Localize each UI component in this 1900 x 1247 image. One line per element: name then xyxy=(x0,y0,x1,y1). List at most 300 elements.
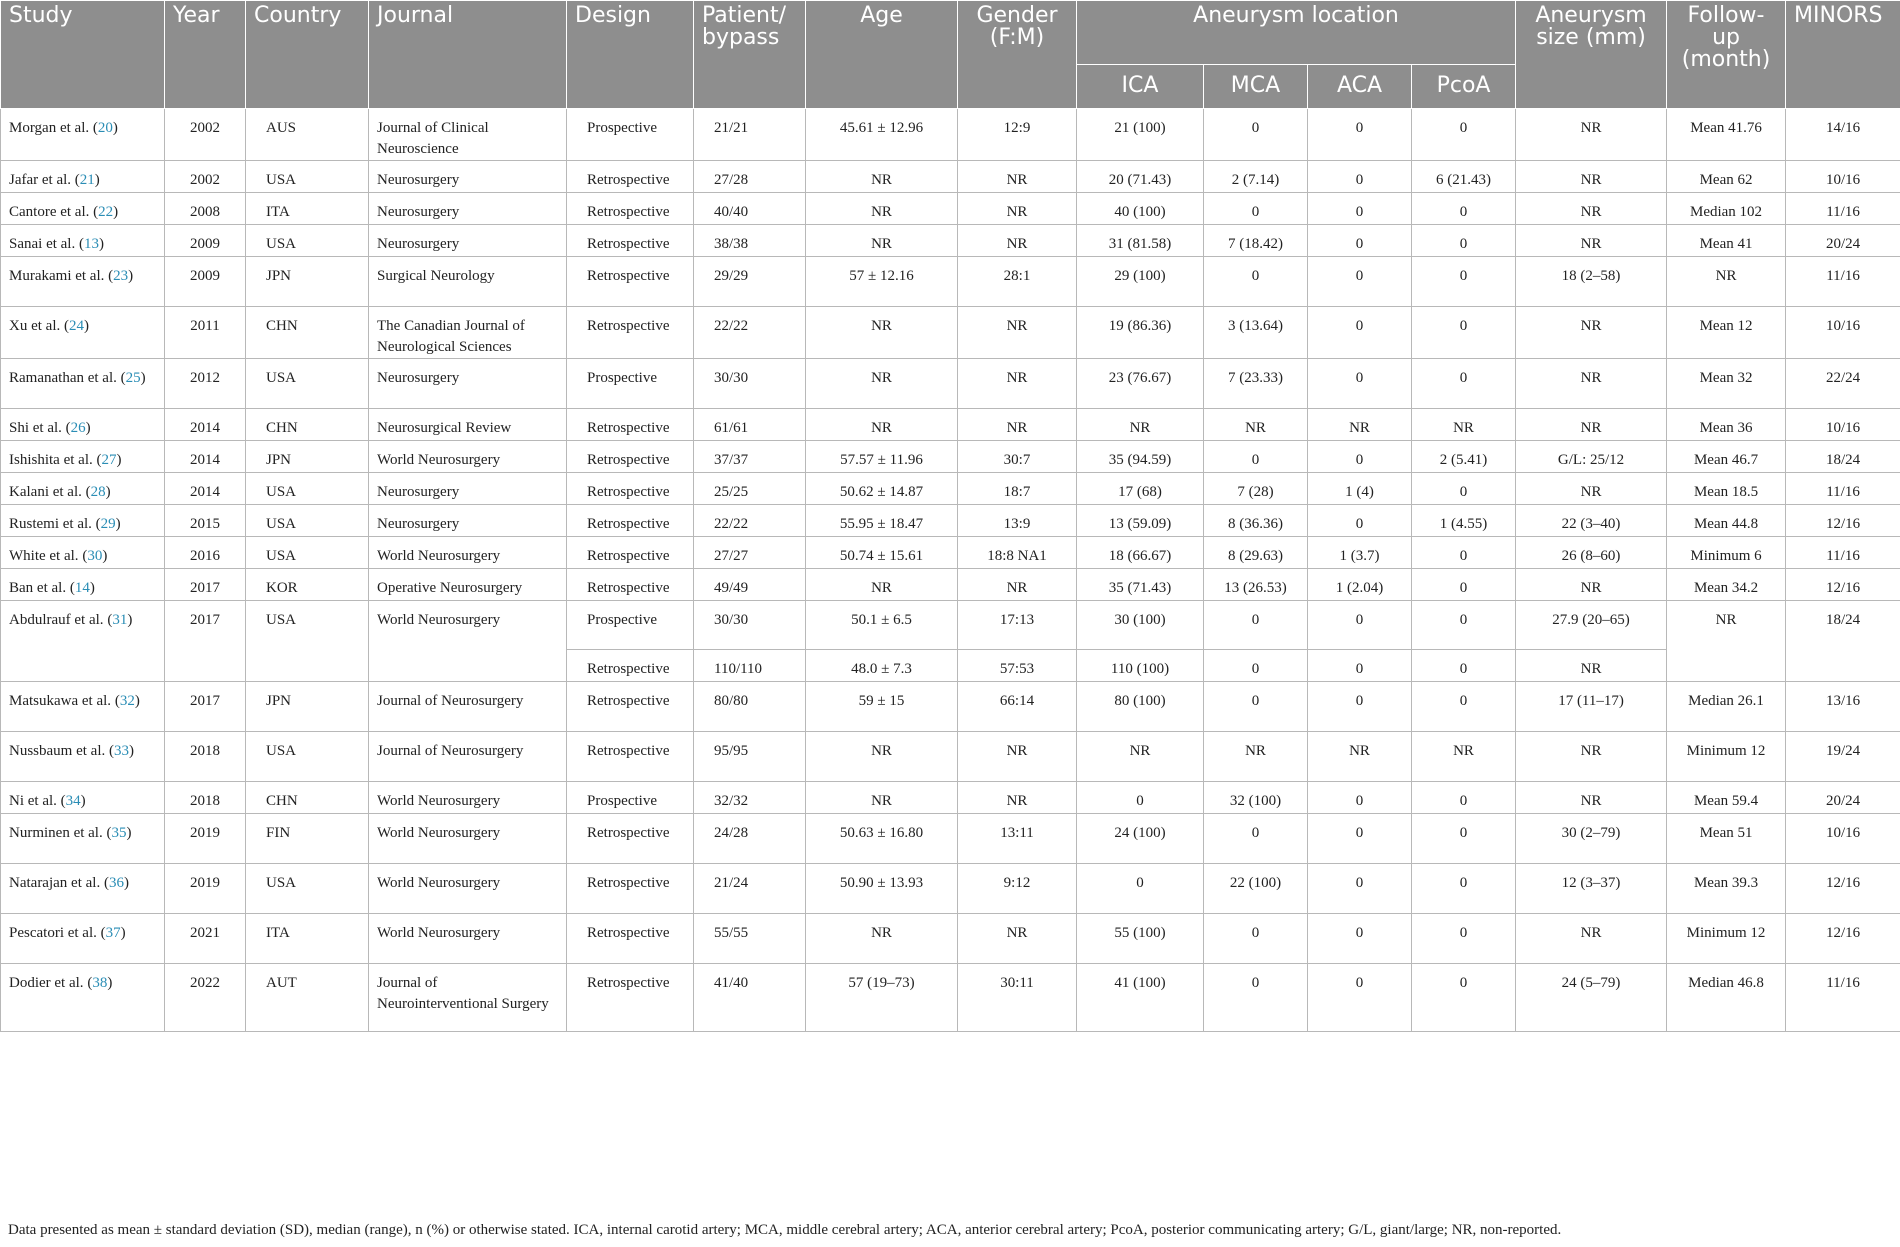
cell-minors: 10/16 xyxy=(1786,814,1900,864)
cell-minors: 22/24 xyxy=(1786,359,1900,409)
cell-design: Retrospective xyxy=(567,964,694,1032)
cell-aca: 0 xyxy=(1308,814,1412,864)
table-row xyxy=(1,782,1900,814)
cell-minors: 14/16 xyxy=(1786,109,1900,161)
cell-aneurysm-size: NR xyxy=(1516,473,1667,505)
reference-link[interactable]: 37 xyxy=(105,925,121,941)
cell-aca: 1 (2.04) xyxy=(1308,569,1412,601)
cell-patient-bypass: 61/61 xyxy=(694,409,806,441)
cell-year: 2002 xyxy=(165,161,246,193)
reference-link[interactable]: 28 xyxy=(90,484,106,500)
reference-link[interactable]: 32 xyxy=(119,693,135,709)
header-aca: ACA xyxy=(1308,65,1412,109)
header-study: Study xyxy=(1,1,165,109)
cell-patient-bypass: 29/29 xyxy=(694,257,806,307)
reference-link[interactable]: 26 xyxy=(70,420,86,436)
cell-journal: Neurosurgery xyxy=(369,193,567,225)
study-author: Shi et al. xyxy=(9,420,62,436)
cell-patient-bypass: 110/110 xyxy=(694,650,806,682)
cell-pcoa: 0 xyxy=(1412,307,1516,359)
reference-link[interactable]: 33 xyxy=(113,743,129,759)
cell-patient-bypass: 80/80 xyxy=(694,682,806,732)
cell-follow-up: Mean 46.7 xyxy=(1667,441,1786,473)
cell-minors: 20/24 xyxy=(1786,782,1900,814)
header-design: Design xyxy=(567,1,694,109)
cell-country: CHN xyxy=(246,409,369,441)
cell-gender: 30:7 xyxy=(958,441,1077,473)
cell-country: JPN xyxy=(246,441,369,473)
cell-study: Nurminen et al. (35) xyxy=(1,814,165,864)
cell-ica: 0 xyxy=(1077,782,1204,814)
cell-study: Matsukawa et al. (32) xyxy=(1,682,165,732)
study-author: Nussbaum et al. xyxy=(9,743,106,759)
cell-country: USA xyxy=(246,732,369,782)
reference-link[interactable]: 38 xyxy=(92,975,108,991)
cell-year: 2002 xyxy=(165,109,246,161)
table-row xyxy=(1,409,1900,441)
cell-country: USA xyxy=(246,161,369,193)
cell-pcoa: 0 xyxy=(1412,257,1516,307)
reference-link[interactable]: 23 xyxy=(113,268,129,284)
cell-minors: 12/16 xyxy=(1786,505,1900,537)
cell-minors: 10/16 xyxy=(1786,409,1900,441)
cell-aca: 0 xyxy=(1308,441,1412,473)
cell-ica: 110 (100) xyxy=(1077,650,1204,682)
cell-aneurysm-size: NR xyxy=(1516,650,1667,682)
study-author: Xu et al. xyxy=(9,318,61,334)
cell-aca: 0 xyxy=(1308,109,1412,161)
reference-link[interactable]: 25 xyxy=(125,370,141,386)
cell-mca: 7 (23.33) xyxy=(1204,359,1308,409)
cell-minors: 11/16 xyxy=(1786,193,1900,225)
cell-follow-up: Median 26.1 xyxy=(1667,682,1786,732)
cell-pcoa: 0 xyxy=(1412,601,1516,650)
table-row xyxy=(1,109,1900,161)
cell-year: 2017 xyxy=(165,569,246,601)
cell-mca: 22 (100) xyxy=(1204,864,1308,914)
cell-year: 2019 xyxy=(165,814,246,864)
cell-minors: 19/24 xyxy=(1786,732,1900,782)
cell-journal: Neurosurgery xyxy=(369,161,567,193)
cell-follow-up: NR xyxy=(1667,601,1786,682)
study-author: Rustemi et al. xyxy=(9,516,92,532)
study-author: White et al. xyxy=(9,548,79,564)
reference-link[interactable]: 21 xyxy=(79,172,95,188)
cell-aneurysm-size: 22 (3–40) xyxy=(1516,505,1667,537)
cell-age: 45.61 ± 12.96 xyxy=(806,109,958,161)
cell-year: 2014 xyxy=(165,441,246,473)
cell-aneurysm-size: NR xyxy=(1516,732,1667,782)
cell-mca: 0 xyxy=(1204,650,1308,682)
cell-patient-bypass: 32/32 xyxy=(694,782,806,814)
cell-aca: 0 xyxy=(1308,225,1412,257)
header-country: Country xyxy=(246,1,369,109)
cell-age: NR xyxy=(806,732,958,782)
cell-ica: 23 (76.67) xyxy=(1077,359,1204,409)
cell-country: USA xyxy=(246,537,369,569)
cell-follow-up: Mean 34.2 xyxy=(1667,569,1786,601)
reference-link[interactable]: 29 xyxy=(100,516,116,532)
cell-design: Prospective xyxy=(567,782,694,814)
table-row xyxy=(1,307,1900,359)
cell-aca: 0 xyxy=(1308,257,1412,307)
cell-minors: 10/16 xyxy=(1786,307,1900,359)
cell-minors: 12/16 xyxy=(1786,864,1900,914)
header-gender: Gender (F:M) xyxy=(958,1,1077,109)
cell-journal: Operative Neurosurgery xyxy=(369,569,567,601)
cell-follow-up: Median 102 xyxy=(1667,193,1786,225)
cell-aca: 0 xyxy=(1308,505,1412,537)
study-author: Murakami et al. xyxy=(9,268,105,284)
cell-ica: 40 (100) xyxy=(1077,193,1204,225)
cell-design: Prospective xyxy=(567,109,694,161)
cell-country: CHN xyxy=(246,307,369,359)
cell-mca: 0 xyxy=(1204,964,1308,1032)
cell-country: USA xyxy=(246,864,369,914)
cell-minors: 12/16 xyxy=(1786,569,1900,601)
table-row xyxy=(1,537,1900,569)
cell-ica: 35 (71.43) xyxy=(1077,569,1204,601)
cell-gender: 17:13 xyxy=(958,601,1077,650)
cell-gender: 18:8 NA1 xyxy=(958,537,1077,569)
table-row xyxy=(1,569,1900,601)
cell-age: NR xyxy=(806,161,958,193)
cell-aneurysm-size: NR xyxy=(1516,782,1667,814)
cell-patient-bypass: 27/27 xyxy=(694,537,806,569)
cell-aneurysm-size: 30 (2–79) xyxy=(1516,814,1667,864)
cell-year: 2017 xyxy=(165,601,246,682)
cell-ica: 24 (100) xyxy=(1077,814,1204,864)
cell-age: NR xyxy=(806,225,958,257)
cell-follow-up: Mean 59.4 xyxy=(1667,782,1786,814)
cell-patient-bypass: 40/40 xyxy=(694,193,806,225)
cell-follow-up: Mean 39.3 xyxy=(1667,864,1786,914)
cell-aca: 0 xyxy=(1308,601,1412,650)
cell-journal: Neurosurgery xyxy=(369,505,567,537)
study-author: Matsukawa et al. xyxy=(9,693,112,709)
header-patient-bypass: Patient/ bypass xyxy=(694,1,806,109)
cell-mca: 0 xyxy=(1204,914,1308,964)
cell-follow-up: Mean 18.5 xyxy=(1667,473,1786,505)
cell-aneurysm-size: NR xyxy=(1516,409,1667,441)
cell-follow-up: Mean 36 xyxy=(1667,409,1786,441)
study-author: Cantore et al. xyxy=(9,204,90,220)
cell-ica: 13 (59.09) xyxy=(1077,505,1204,537)
cell-pcoa: 0 xyxy=(1412,814,1516,864)
cell-journal: Neurosurgical Review xyxy=(369,409,567,441)
cell-mca: 7 (18.42) xyxy=(1204,225,1308,257)
header-ica: ICA xyxy=(1077,65,1204,109)
cell-aca: 0 xyxy=(1308,682,1412,732)
cell-study: Ishishita et al. (27) xyxy=(1,441,165,473)
cell-journal: The Canadian Journal of Neurological Sciences xyxy=(369,307,567,359)
cell-journal: Journal of Neurointerventional Surgery xyxy=(369,964,567,1032)
cell-mca: 0 xyxy=(1204,682,1308,732)
cell-study: Kalani et al. (28) xyxy=(1,473,165,505)
cell-age: NR xyxy=(806,914,958,964)
study-author: Kalani et al. xyxy=(9,484,82,500)
cell-gender: NR xyxy=(958,225,1077,257)
cell-design: Retrospective xyxy=(567,225,694,257)
cell-aca: 0 xyxy=(1308,964,1412,1032)
cell-follow-up: Mean 41.76 xyxy=(1667,109,1786,161)
reference-link[interactable]: 34 xyxy=(65,793,81,809)
cell-pcoa: 0 xyxy=(1412,225,1516,257)
cell-aneurysm-size: 17 (11–17) xyxy=(1516,682,1667,732)
cell-minors: 11/16 xyxy=(1786,964,1900,1032)
cell-design: Retrospective xyxy=(567,914,694,964)
cell-ica: NR xyxy=(1077,732,1204,782)
cell-aneurysm-size: 18 (2–58) xyxy=(1516,257,1667,307)
header-aneurysm-size: Aneurysm size (mm) xyxy=(1516,1,1667,109)
cell-study: Dodier et al. (38) xyxy=(1,964,165,1032)
cell-study: Nussbaum et al. (33) xyxy=(1,732,165,782)
cell-aca: 0 xyxy=(1308,650,1412,682)
cell-design: Retrospective xyxy=(567,161,694,193)
study-author: Morgan et al. xyxy=(9,120,90,136)
cell-design: Retrospective xyxy=(567,409,694,441)
cell-year: 2021 xyxy=(165,914,246,964)
table-row xyxy=(1,864,1900,914)
cell-study: Abdulrauf et al. (31) xyxy=(1,601,165,682)
cell-age: 50.90 ± 13.93 xyxy=(806,864,958,914)
cell-design: Prospective xyxy=(567,601,694,650)
cell-design: Retrospective xyxy=(567,814,694,864)
cell-mca: 0 xyxy=(1204,109,1308,161)
cell-journal: Neurosurgery xyxy=(369,359,567,409)
reference-link[interactable]: 14 xyxy=(74,580,90,596)
cell-aneurysm-size: NR xyxy=(1516,193,1667,225)
cell-design: Retrospective xyxy=(567,732,694,782)
cell-mca: 0 xyxy=(1204,814,1308,864)
cell-gender: 12:9 xyxy=(958,109,1077,161)
reference-link[interactable]: 27 xyxy=(101,452,117,468)
reference-link[interactable]: 13 xyxy=(83,236,99,252)
cell-year: 2011 xyxy=(165,307,246,359)
cell-journal: World Neurosurgery xyxy=(369,864,567,914)
cell-pcoa: 0 xyxy=(1412,359,1516,409)
cell-aca: NR xyxy=(1308,732,1412,782)
cell-age: 50.1 ± 6.5 xyxy=(806,601,958,650)
cell-aneurysm-size: NR xyxy=(1516,914,1667,964)
cell-patient-bypass: 21/21 xyxy=(694,109,806,161)
table-row xyxy=(1,682,1900,732)
cell-mca: 7 (28) xyxy=(1204,473,1308,505)
cell-gender: NR xyxy=(958,914,1077,964)
table-row xyxy=(1,441,1900,473)
reference-link[interactable]: 20 xyxy=(97,120,113,136)
cell-year: 2018 xyxy=(165,732,246,782)
study-author: Nurminen et al. xyxy=(9,825,103,841)
cell-minors: 10/16 xyxy=(1786,161,1900,193)
cell-design: Retrospective xyxy=(567,193,694,225)
cell-mca: 0 xyxy=(1204,257,1308,307)
cell-minors: 11/16 xyxy=(1786,473,1900,505)
cell-gender: NR xyxy=(958,732,1077,782)
cell-journal: Journal of Neurosurgery xyxy=(369,682,567,732)
cell-gender: NR xyxy=(958,409,1077,441)
table-body xyxy=(1,109,1900,1032)
cell-mca: 0 xyxy=(1204,601,1308,650)
cell-country: AUS xyxy=(246,109,369,161)
study-author: Pescatori et al. xyxy=(9,925,97,941)
reference-link[interactable]: 36 xyxy=(108,875,124,891)
study-author: Jafar et al. xyxy=(9,172,72,188)
cell-gender: 13:11 xyxy=(958,814,1077,864)
cell-patient-bypass: 55/55 xyxy=(694,914,806,964)
study-author: Abdulrauf et al. xyxy=(9,612,104,628)
reference-link[interactable]: 30 xyxy=(87,548,103,564)
cell-aca: 0 xyxy=(1308,193,1412,225)
cell-year: 2012 xyxy=(165,359,246,409)
reference-link[interactable]: 24 xyxy=(68,318,84,334)
cell-journal: Journal of Neurosurgery xyxy=(369,732,567,782)
cell-country: JPN xyxy=(246,682,369,732)
cell-age: NR xyxy=(806,307,958,359)
cell-ica: 29 (100) xyxy=(1077,257,1204,307)
cell-aca: 1 (4) xyxy=(1308,473,1412,505)
cell-aneurysm-size: NR xyxy=(1516,161,1667,193)
cell-study: Cantore et al. (22) xyxy=(1,193,165,225)
header-aneurysm-location: Aneurysm location xyxy=(1077,1,1516,65)
table-row xyxy=(1,193,1900,225)
cell-year: 2018 xyxy=(165,782,246,814)
cell-journal: World Neurosurgery xyxy=(369,537,567,569)
cell-country: JPN xyxy=(246,257,369,307)
table-row xyxy=(1,225,1900,257)
cell-follow-up: Mean 32 xyxy=(1667,359,1786,409)
cell-country: USA xyxy=(246,359,369,409)
cell-aneurysm-size: NR xyxy=(1516,225,1667,257)
cell-study: Jafar et al. (21) xyxy=(1,161,165,193)
reference-link[interactable]: 22 xyxy=(98,204,114,220)
cell-study: Rustemi et al. (29) xyxy=(1,505,165,537)
header-pcoa: PcoA xyxy=(1412,65,1516,109)
cell-aca: 0 xyxy=(1308,914,1412,964)
reference-link[interactable]: 35 xyxy=(111,825,127,841)
cell-design: Retrospective xyxy=(567,473,694,505)
cell-patient-bypass: 22/22 xyxy=(694,505,806,537)
cell-mca: 13 (26.53) xyxy=(1204,569,1308,601)
study-author: Ban et al. xyxy=(9,580,67,596)
cell-ica: 80 (100) xyxy=(1077,682,1204,732)
cell-year: 2014 xyxy=(165,473,246,505)
cell-gender: 30:11 xyxy=(958,964,1077,1032)
cell-aneurysm-size: NR xyxy=(1516,569,1667,601)
cell-design: Retrospective xyxy=(567,537,694,569)
cell-ica: 55 (100) xyxy=(1077,914,1204,964)
cell-follow-up: Mean 41 xyxy=(1667,225,1786,257)
cell-mca: 0 xyxy=(1204,193,1308,225)
cell-study: Murakami et al. (23) xyxy=(1,257,165,307)
cell-study: Ban et al. (14) xyxy=(1,569,165,601)
cell-minors: 11/16 xyxy=(1786,257,1900,307)
cell-study: Pescatori et al. (37) xyxy=(1,914,165,964)
cell-ica: NR xyxy=(1077,409,1204,441)
cell-aca: 0 xyxy=(1308,307,1412,359)
cell-year: 2015 xyxy=(165,505,246,537)
cell-country: AUT xyxy=(246,964,369,1032)
reference-link[interactable]: 31 xyxy=(112,612,128,628)
cell-minors: 11/16 xyxy=(1786,537,1900,569)
cell-aneurysm-size: 24 (5–79) xyxy=(1516,964,1667,1032)
cell-aneurysm-size: 27.9 (20–65) xyxy=(1516,601,1667,650)
cell-country: USA xyxy=(246,505,369,537)
cell-mca: 8 (29.63) xyxy=(1204,537,1308,569)
cell-gender: 66:14 xyxy=(958,682,1077,732)
table-row xyxy=(1,964,1900,1032)
cell-aneurysm-size: 12 (3–37) xyxy=(1516,864,1667,914)
table-header xyxy=(1,1,1900,109)
cell-patient-bypass: 95/95 xyxy=(694,732,806,782)
cell-pcoa: NR xyxy=(1412,732,1516,782)
cell-study: Ni et al. (34) xyxy=(1,782,165,814)
cell-gender: NR xyxy=(958,161,1077,193)
cell-ica: 17 (68) xyxy=(1077,473,1204,505)
cell-ica: 18 (66.67) xyxy=(1077,537,1204,569)
cell-aca: 0 xyxy=(1308,864,1412,914)
cell-aca: 0 xyxy=(1308,782,1412,814)
cell-patient-bypass: 22/22 xyxy=(694,307,806,359)
cell-aneurysm-size: NR xyxy=(1516,307,1667,359)
cell-mca: 32 (100) xyxy=(1204,782,1308,814)
cell-age: NR xyxy=(806,782,958,814)
table-row xyxy=(1,473,1900,505)
cell-journal: World Neurosurgery xyxy=(369,914,567,964)
cell-follow-up: Mean 51 xyxy=(1667,814,1786,864)
cell-follow-up: Mean 12 xyxy=(1667,307,1786,359)
header-follow-up: Follow- up (month) xyxy=(1667,1,1786,109)
cell-journal: Journal of Clinical Neuroscience xyxy=(369,109,567,161)
cell-ica: 41 (100) xyxy=(1077,964,1204,1032)
cell-year: 2022 xyxy=(165,964,246,1032)
cell-age: 48.0 ± 7.3 xyxy=(806,650,958,682)
cell-aca: NR xyxy=(1308,409,1412,441)
cell-gender: 57:53 xyxy=(958,650,1077,682)
cell-pcoa: 1 (4.55) xyxy=(1412,505,1516,537)
cell-gender: NR xyxy=(958,307,1077,359)
cell-journal: World Neurosurgery xyxy=(369,601,567,682)
cell-design: Retrospective xyxy=(567,650,694,682)
study-author: Natarajan et al. xyxy=(9,875,101,891)
cell-country: ITA xyxy=(246,193,369,225)
study-author: Ramanathan et al. xyxy=(9,370,117,386)
cell-age: 57 ± 12.16 xyxy=(806,257,958,307)
cell-country: KOR xyxy=(246,569,369,601)
header-age: Age xyxy=(806,1,958,109)
cell-design: Retrospective xyxy=(567,864,694,914)
cell-pcoa: 0 xyxy=(1412,109,1516,161)
study-author: Sanai et al. xyxy=(9,236,76,252)
cell-minors: 18/24 xyxy=(1786,601,1900,682)
cell-age: 55.95 ± 18.47 xyxy=(806,505,958,537)
cell-minors: 12/16 xyxy=(1786,914,1900,964)
cell-pcoa: 0 xyxy=(1412,569,1516,601)
cell-design: Retrospective xyxy=(567,569,694,601)
cell-design: Prospective xyxy=(567,359,694,409)
cell-patient-bypass: 37/37 xyxy=(694,441,806,473)
cell-age: NR xyxy=(806,193,958,225)
cell-ica: 35 (94.59) xyxy=(1077,441,1204,473)
cell-country: USA xyxy=(246,601,369,682)
cell-country: USA xyxy=(246,225,369,257)
cell-follow-up: NR xyxy=(1667,257,1786,307)
cell-follow-up: Minimum 12 xyxy=(1667,914,1786,964)
cell-age: 50.74 ± 15.61 xyxy=(806,537,958,569)
table-row xyxy=(1,161,1900,193)
header-mca: MCA xyxy=(1204,65,1308,109)
cell-study: Sanai et al. (13) xyxy=(1,225,165,257)
